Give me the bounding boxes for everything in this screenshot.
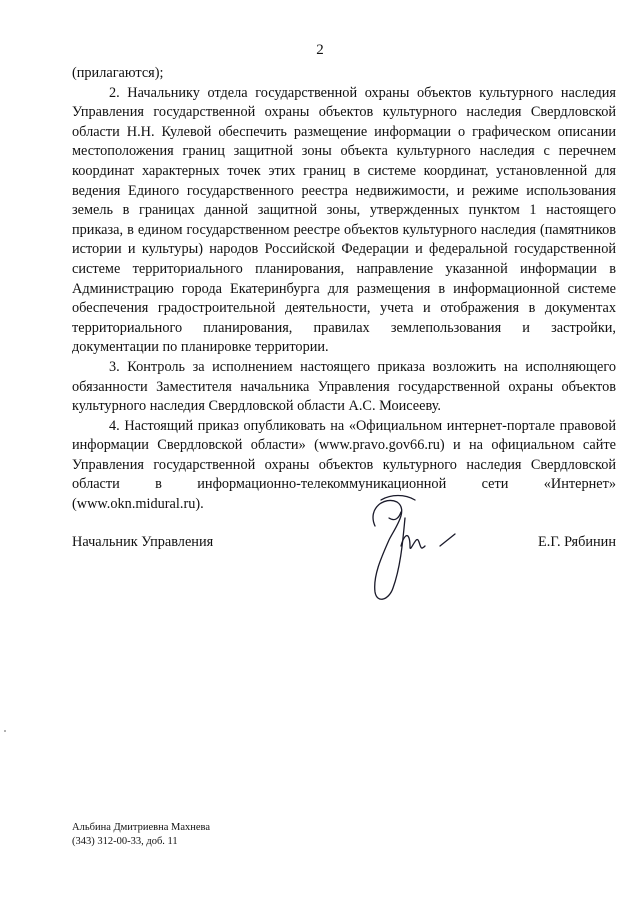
scan-speck (4, 730, 6, 732)
page-number: 2 (316, 42, 324, 58)
executor-info (72, 821, 210, 849)
executor-phone: (343) 312-00-33, доб. 11 (72, 836, 178, 847)
paragraph-item-3: 3. Контроль за исполнением настоящего приказа возложить на исполняющего обязанности Заместителя начальника Управления государственной охраны объектов культурного наследия Свердловской области А.С. Моисееву. (72, 358, 616, 415)
signatory-name: Е.Г. Рябинин (538, 534, 616, 550)
signature-block (72, 532, 616, 552)
signatory-title: Начальник Управления (72, 534, 214, 550)
paragraph-item-2: 2. Начальнику отдела государственной охраны объектов культурного наследия Управления государственной охраны объектов культурного наследия Свердловской области Н.Н. Кулевой обеспечить размещение информации о графическом описании местоположения границ защитной зоны объекта культурного наследия с перечнем координат характерных точек этих границ в системе координат, установленной для ведения Единого государственного реестра недвижимости, и режиме использования земель в границах данной защитной зоны, утвержденных пунктом 1 настоящего приказа, в едином государственном реестре объектов культурного наследия (памятников истории и культуры) народов Российской Федерации и федеральной государственной системе территориального планирования, направление указанной информации в Администрацию города Екатеринбурга для размещения в информационной системе обеспечения градостроительной деятельности, учета и отображения в документах территориального планирования, правилах землепользования и застройки, документации по планировке территории. (72, 84, 616, 356)
executor-name: Альбина Дмитриевна Махнева (72, 822, 211, 833)
paragraph-item-4: 4. Настоящий приказ опубликовать на «Официальном интернет-портале правовой информации Свердловской области» (www.pravo.gov66.ru) и на официальном сайте Управления государственной охраны объектов культурного наследия Свердловской области в информационно-телекоммуникационной сети «Интернет» (www.okn.midural.ru). (72, 417, 616, 513)
document-body (72, 64, 616, 515)
paragraph-continuation: (прилагаются); (72, 65, 164, 81)
